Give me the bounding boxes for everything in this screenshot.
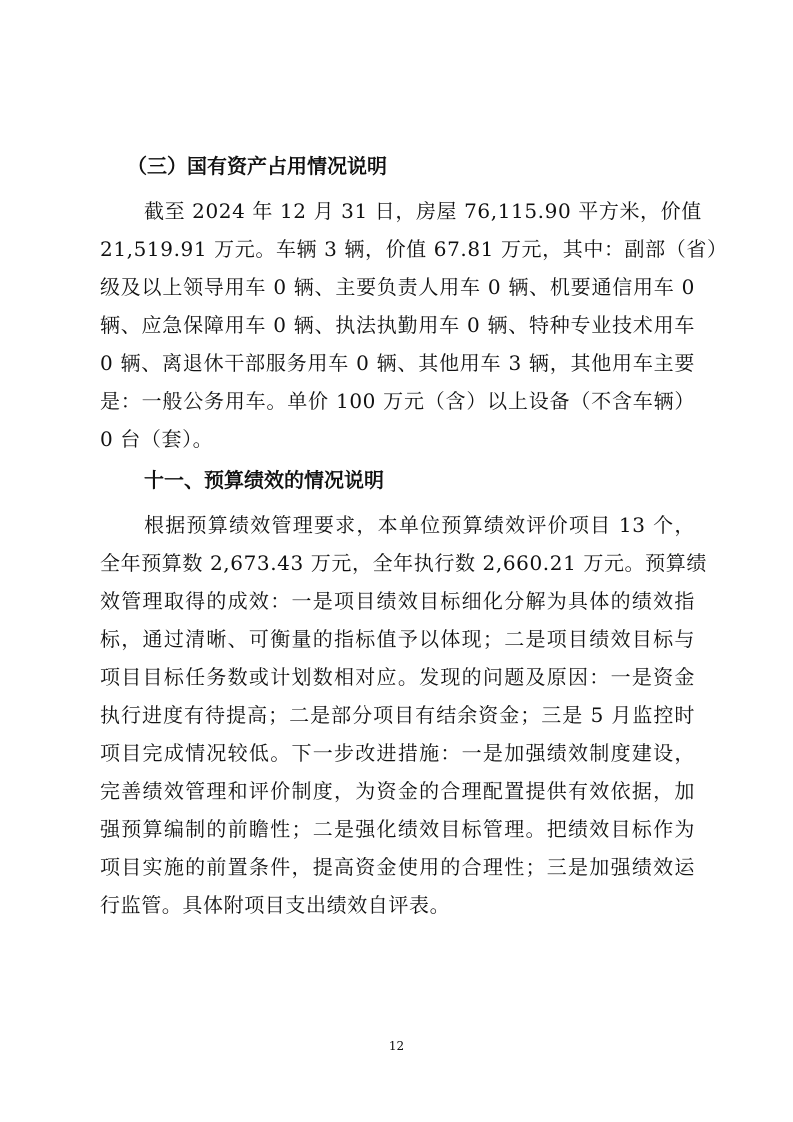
paragraph-line: 项目目标任务数或计划数相对应。发现的问题及原因：一是资金 — [100, 665, 695, 689]
paragraph-line: 辆、应急保障用车 0 辆、执法执勤用车 0 辆、特种专业技术用车 — [100, 313, 695, 337]
paragraph-line: 0 辆、离退休干部服务用车 0 辆、其他用车 3 辆，其他用车主要 — [100, 351, 695, 375]
paragraph-line: 行监管。具体附项目支出绩效自评表。 — [100, 893, 451, 917]
paragraph-line: 截至 2024 年 12 月 31 日，房屋 76,115.90 平方米，价值 — [144, 199, 702, 223]
paragraph-line: 执行进度有待提高；二是部分项目有结余资金；三是 5 月监控时 — [100, 703, 695, 727]
section-heading-asset-usage: （三）国有资产占用情况说明 — [127, 154, 387, 178]
paragraph-line: 级及以上领导用车 0 辆、主要负责人用车 0 辆、机要通信用车 0 — [100, 275, 695, 299]
page-number: 12 — [388, 1039, 405, 1053]
paragraph-line: 强预算编制的前瞻性；二是强化绩效目标管理。把绩效目标作为 — [100, 817, 695, 841]
paragraph-line: 效管理取得的成效：一是项目绩效目标细化分解为具体的绩效指 — [100, 589, 695, 613]
paragraph-line: 0 台（套）。 — [100, 427, 214, 451]
paragraph-line: 标，通过清晰、可衡量的指标值予以体现；二是项目绩效目标与 — [100, 627, 695, 651]
paragraph-line: 21,519.91 万元。车辆 3 辆，价值 67.81 万元，其中：副部（省） — [100, 237, 728, 261]
paragraph-asset-usage — [100, 192, 728, 458]
paragraph-line: 项目完成情况较低。下一步改进措施：一是加强绩效制度建设， — [100, 741, 695, 765]
paragraph-line: 是：一般公务用车。单价 100 万元（含）以上设备（不含车辆） — [100, 389, 695, 413]
paragraph-line: 根据预算绩效管理要求，本单位预算绩效评价项目 13 个， — [144, 513, 695, 537]
section-heading-performance: 十一、预算绩效的情况说明 — [144, 468, 384, 492]
paragraph-performance — [100, 506, 707, 924]
paragraph-line: 全年预算数 2,673.43 万元，全年执行数 2,660.21 万元。预算绩 — [100, 551, 707, 575]
paragraph-line: 项目实施的前置条件，提高资金使用的合理性；三是加强绩效运 — [100, 855, 695, 879]
paragraph-line: 完善绩效管理和评价制度，为资金的合理配置提供有效依据，加 — [100, 779, 695, 803]
